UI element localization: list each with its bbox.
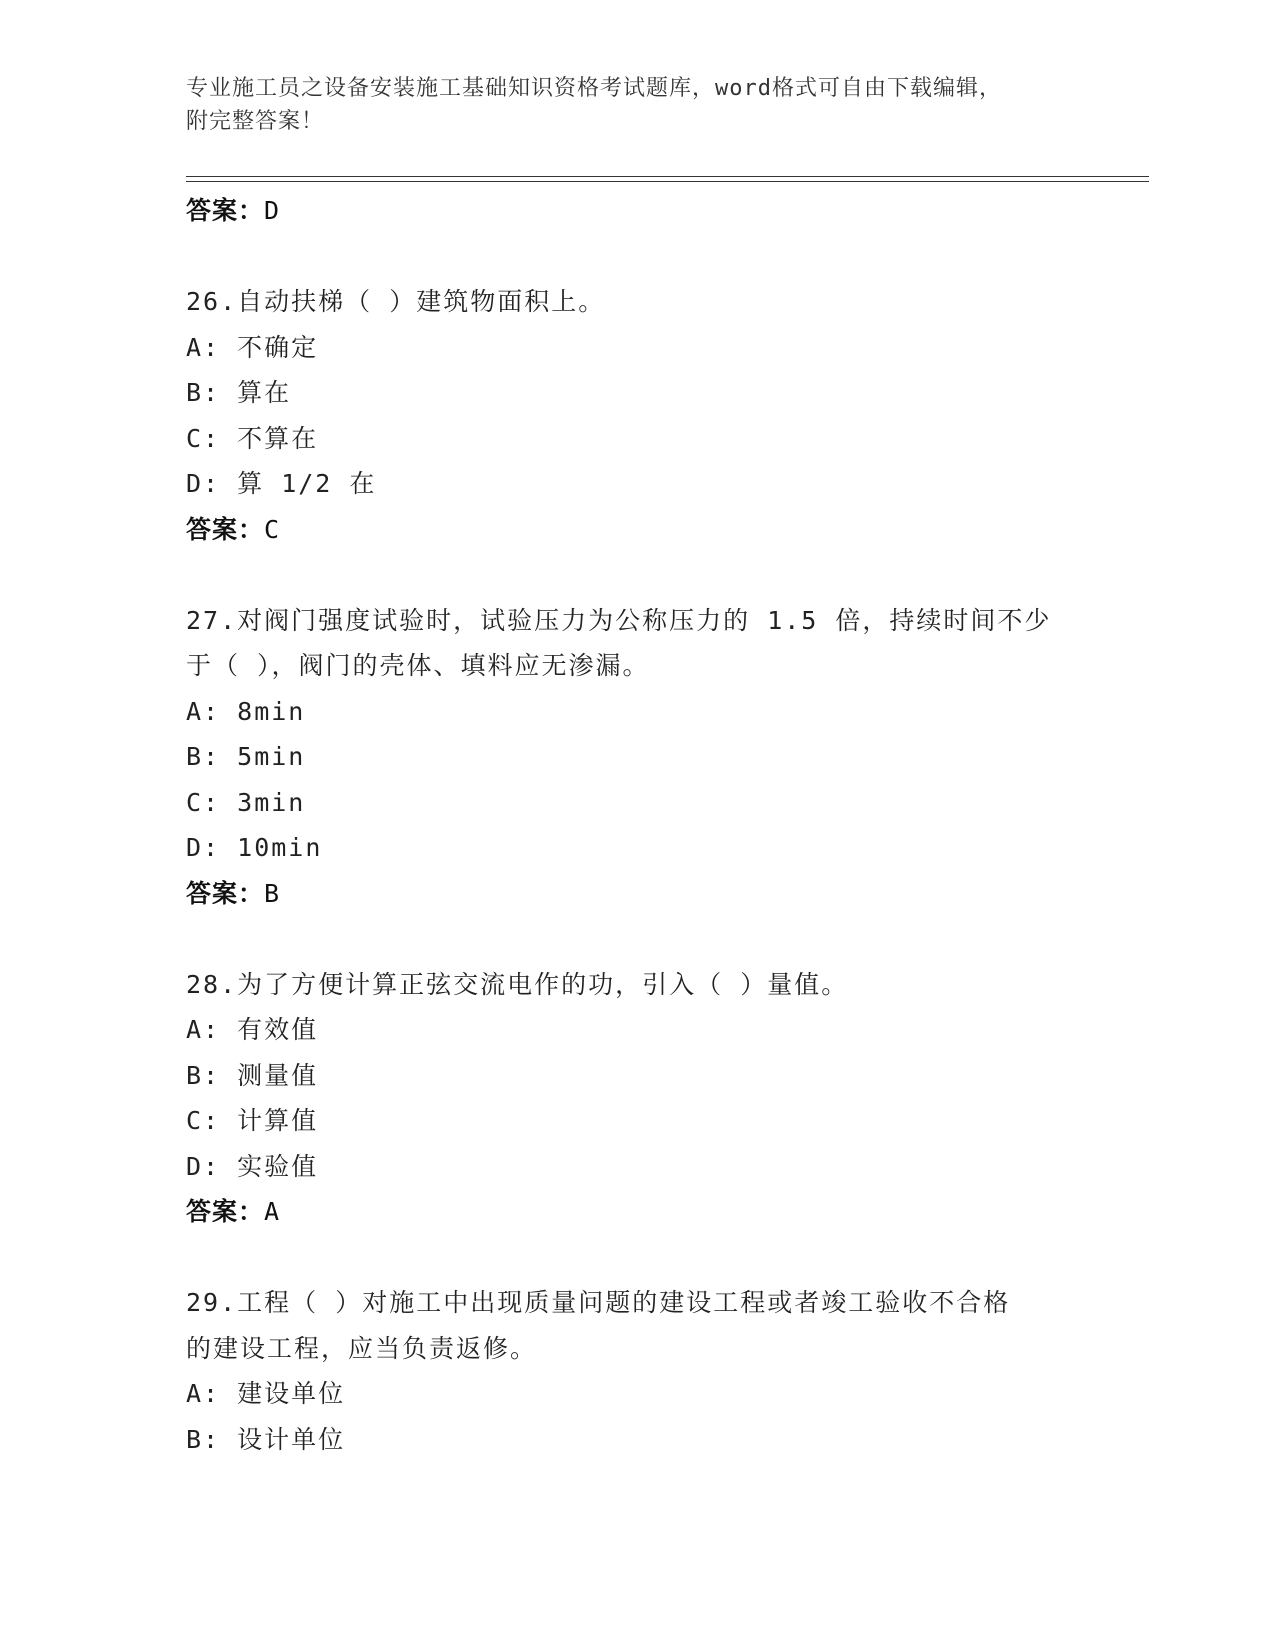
option-b: B: 设计单位 bbox=[186, 1424, 346, 1454]
question-27 bbox=[186, 598, 1086, 917]
option-b: B: 算在 bbox=[186, 378, 292, 407]
answer-value: B bbox=[264, 878, 281, 908]
previous-answer bbox=[186, 188, 1086, 234]
option-a: A: 有效值 bbox=[186, 1015, 319, 1044]
question-stem-continued: 的建设工程，应当负责返修。 bbox=[186, 1333, 538, 1363]
answer bbox=[186, 507, 1086, 553]
option-d: D: 实验值 bbox=[186, 1151, 319, 1181]
option-a: A: 8min bbox=[186, 696, 306, 726]
option-d: D: 算 1/2 在 bbox=[186, 469, 377, 498]
option-c: C: 计算值 bbox=[186, 1106, 319, 1135]
answer-value: A bbox=[264, 1197, 281, 1226]
header-divider-bottom bbox=[186, 181, 1149, 182]
answer-label: 答案： bbox=[186, 196, 265, 225]
question-28 bbox=[186, 962, 1086, 1235]
option-a: A: 不确定 bbox=[186, 332, 319, 362]
question-stem: 28.为了方便计算正弦交流电作的功，引入（ ）量值。 bbox=[186, 969, 849, 999]
header-divider-top bbox=[186, 176, 1149, 177]
question-29 bbox=[186, 1280, 1086, 1462]
question-stem-continued: 于（ ），阀门的壳体、填料应无渗漏。 bbox=[186, 651, 650, 680]
question-list bbox=[186, 188, 1086, 1462]
answer-label: 答案： bbox=[186, 1197, 265, 1226]
option-b: B: 5min bbox=[186, 742, 306, 771]
answer bbox=[186, 871, 1086, 917]
option-c: C: 不算在 bbox=[186, 423, 319, 453]
option-a: A: 建设单位 bbox=[186, 1379, 346, 1408]
answer-label: 答案： bbox=[186, 878, 265, 908]
header-line-2: 附完整答案！ bbox=[186, 109, 325, 134]
spacer bbox=[186, 1235, 1086, 1281]
answer-value: D bbox=[264, 196, 281, 225]
header-line-1: 专业施工员之设备安装施工基础知识资格考试题库，word格式可自由下载编辑， bbox=[186, 76, 1002, 101]
answer bbox=[186, 1189, 1086, 1235]
option-b: B: 测量值 bbox=[186, 1060, 319, 1090]
question-26 bbox=[186, 279, 1086, 552]
question-stem: 27.对阀门强度试验时，试验压力为公称压力的 1.5 倍，持续时间不少 bbox=[186, 605, 1052, 635]
document-header bbox=[186, 72, 1086, 138]
question-stem: 29.工程（ ）对施工中出现质量问题的建设工程或者竣工验收不合格 bbox=[186, 1288, 1011, 1317]
spacer bbox=[186, 234, 1086, 280]
spacer bbox=[186, 916, 1086, 962]
option-d: D: 10min bbox=[186, 833, 323, 862]
option-c: C: 3min bbox=[186, 787, 306, 817]
answer-label: 答案： bbox=[186, 514, 265, 544]
answer-value: C bbox=[264, 514, 281, 544]
spacer bbox=[186, 552, 1086, 598]
question-stem: 26.自动扶梯（ ）建筑物面积上。 bbox=[186, 287, 606, 316]
